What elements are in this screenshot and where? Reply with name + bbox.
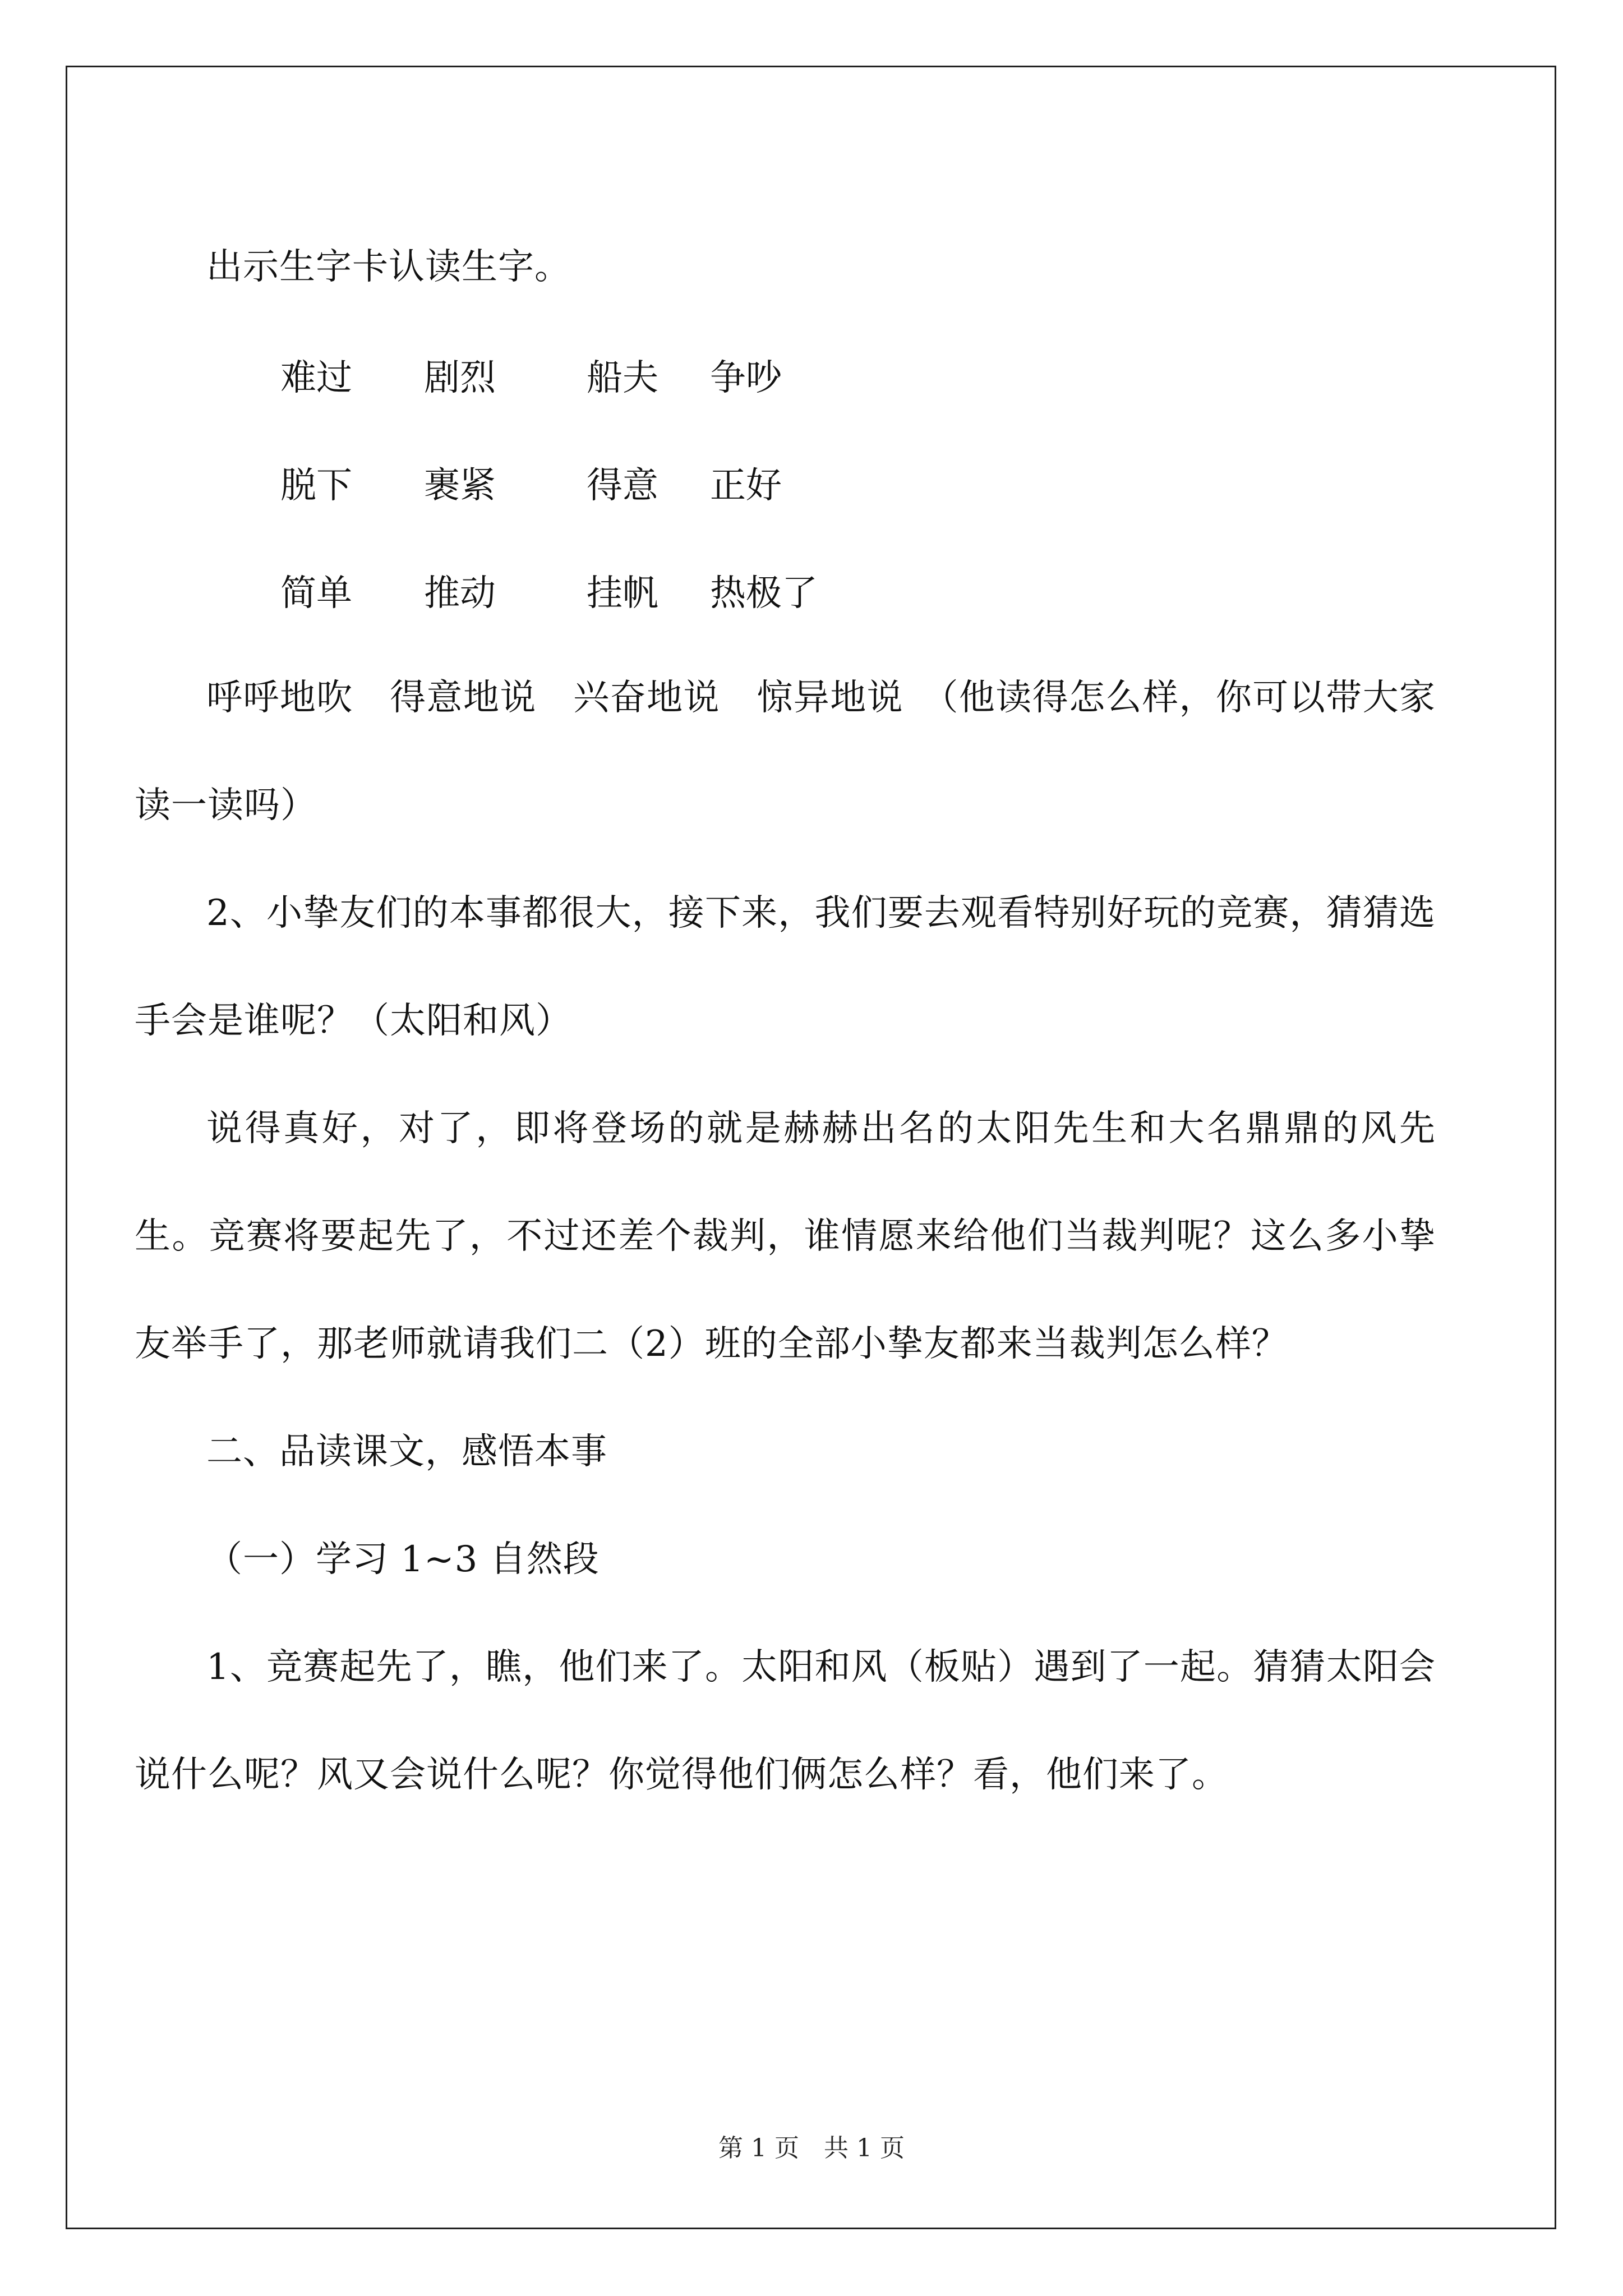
- intro-paragraph: 出示生字卡认读生字。: [206, 246, 571, 288]
- page-footer: 第 1 页 共 1 页: [718, 2134, 905, 2162]
- word-row: [135, 429, 1436, 536]
- subsection-heading: （一）学习 1~3 自然段: [206, 1539, 600, 1580]
- word-row: [135, 536, 1436, 644]
- word: 裹紧: [424, 465, 496, 507]
- phrases-paragraph: 呼呼地吹 得意地说 兴奋地说 惊异地说 （他读得怎么样，你可以带大家读一读吗）: [135, 677, 1436, 826]
- word: 得意: [587, 465, 658, 507]
- word: 脱下: [280, 465, 352, 507]
- word: 争吵: [710, 357, 782, 399]
- word: 热极了: [710, 573, 818, 614]
- paragraph-4: 1、竞赛起先了，瞧，他们来了。太阳和风（板贴）遇到了一起。猜猜太阳会说什么呢？风又会说什么呢？你觉得他们俩怎么样？看，他们来了。: [135, 1646, 1436, 1796]
- word: 推动: [424, 573, 496, 614]
- paragraph-3: 说得真好，对了，即将登场的就是赫赫出名的太阳先生和大名鼎鼎的风先生。竞赛将要起先了，不过还差个裁判，谁情愿来给他们当裁判呢？这么多小挚友举手了，那老师就请我们二（2）班的全部小挚友都来当裁判怎么样？: [135, 1108, 1436, 1365]
- paragraph-2: 2、小挚友们的本事都很大，接下来，我们要去观看特别好玩的竞赛，猜猜选手会是谁呢？（太阳和风）: [135, 892, 1436, 1042]
- document-body: [135, 213, 1436, 1829]
- word: 剧烈: [424, 357, 496, 399]
- section-heading: 二、品读课文，感悟本事: [206, 1431, 607, 1473]
- word: 正好: [710, 465, 782, 507]
- word: 简单: [280, 573, 352, 614]
- word: 船夫: [587, 357, 658, 399]
- word: 挂帆: [587, 573, 658, 614]
- word-row: [135, 321, 1436, 429]
- word: 难过: [280, 357, 352, 399]
